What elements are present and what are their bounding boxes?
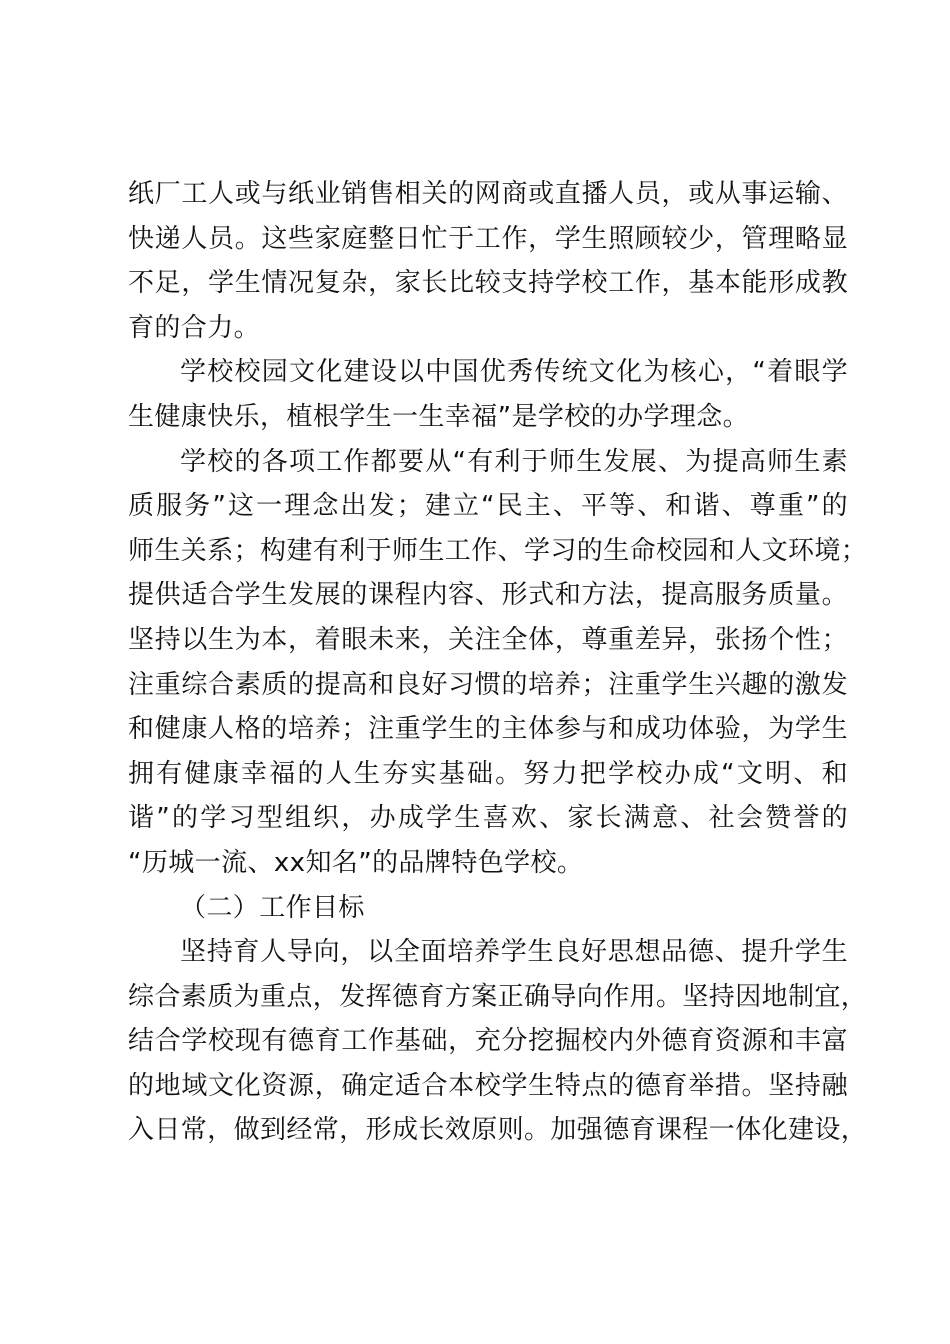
text-line: 育的合力。: [128, 312, 261, 343]
paragraph-campus-culture: [128, 350, 848, 439]
section-heading-work-goals: [128, 886, 848, 931]
paragraph-school-philosophy: [128, 440, 868, 886]
text-line: 学校校园文化建设以中国优秀传统文化为核心，“着眼学: [180, 357, 848, 388]
text-line: 坚持以生为本，着眼未来，关注全体，尊重差异，张扬个性；: [128, 624, 848, 655]
paragraph-work-goals: [128, 930, 868, 1153]
document-body: [128, 172, 868, 1153]
text-line: 质服务”这一理念出发；建立“民主、平等、和谐、尊重”的: [128, 491, 848, 522]
text-line: “历城一流、xx知名”的品牌特色学校。: [128, 847, 584, 878]
text-line: 提供适合学生发展的课程内容、形式和方法，提高服务质量。: [128, 580, 848, 611]
text-line: 师生关系；构建有利于师生工作、学习的生命校园和人文环境；: [128, 535, 868, 566]
text-line: 注重综合素质的提高和良好习惯的培养；注重学生兴趣的激发: [128, 669, 848, 700]
text-line: 纸厂工人或与纸业销售相关的网商或直播人员，或从事运输、: [128, 179, 848, 209]
section-heading: （二）工作目标: [180, 892, 365, 923]
paragraph-family-background: [128, 172, 848, 350]
text-line: 的地域文化资源，确定适合本校学生特点的德育举措。坚持融: [128, 1070, 848, 1101]
text-line: 谐”的学习型组织，办成学生喜欢、家长满意、社会赞誉的: [128, 803, 848, 834]
text-line: 生健康快乐，植根学生一生幸福”是学校的办学理念。: [128, 401, 750, 432]
text-line: 拥有健康幸福的人生夯实基础。努力把学校办成“文明、和: [128, 758, 848, 789]
text-line: 快递人员。这些家庭整日忙于工作，学生照顾较少，管理略显: [128, 223, 848, 254]
text-line: 入日常，做到经常，形成长效原则。加强德育课程一体化建设，: [128, 1115, 868, 1146]
text-line: 不足，学生情况复杂，家长比较支持学校工作，基本能形成教: [128, 268, 848, 299]
text-line: 坚持育人导向，以全面培养学生良好思想品德、提升学生: [180, 937, 848, 968]
text-line: 综合素质为重点，发挥德育方案正确导向作用。坚持因地制宜，: [128, 981, 868, 1012]
text-line: 学校的各项工作都要从“有利于师生发展、为提高师生素: [180, 446, 848, 477]
text-line: 和健康人格的培养；注重学生的主体参与和成功体验，为学生: [128, 714, 848, 745]
text-line: 结合学校现有德育工作基础，充分挖掘校内外德育资源和丰富: [128, 1026, 848, 1057]
